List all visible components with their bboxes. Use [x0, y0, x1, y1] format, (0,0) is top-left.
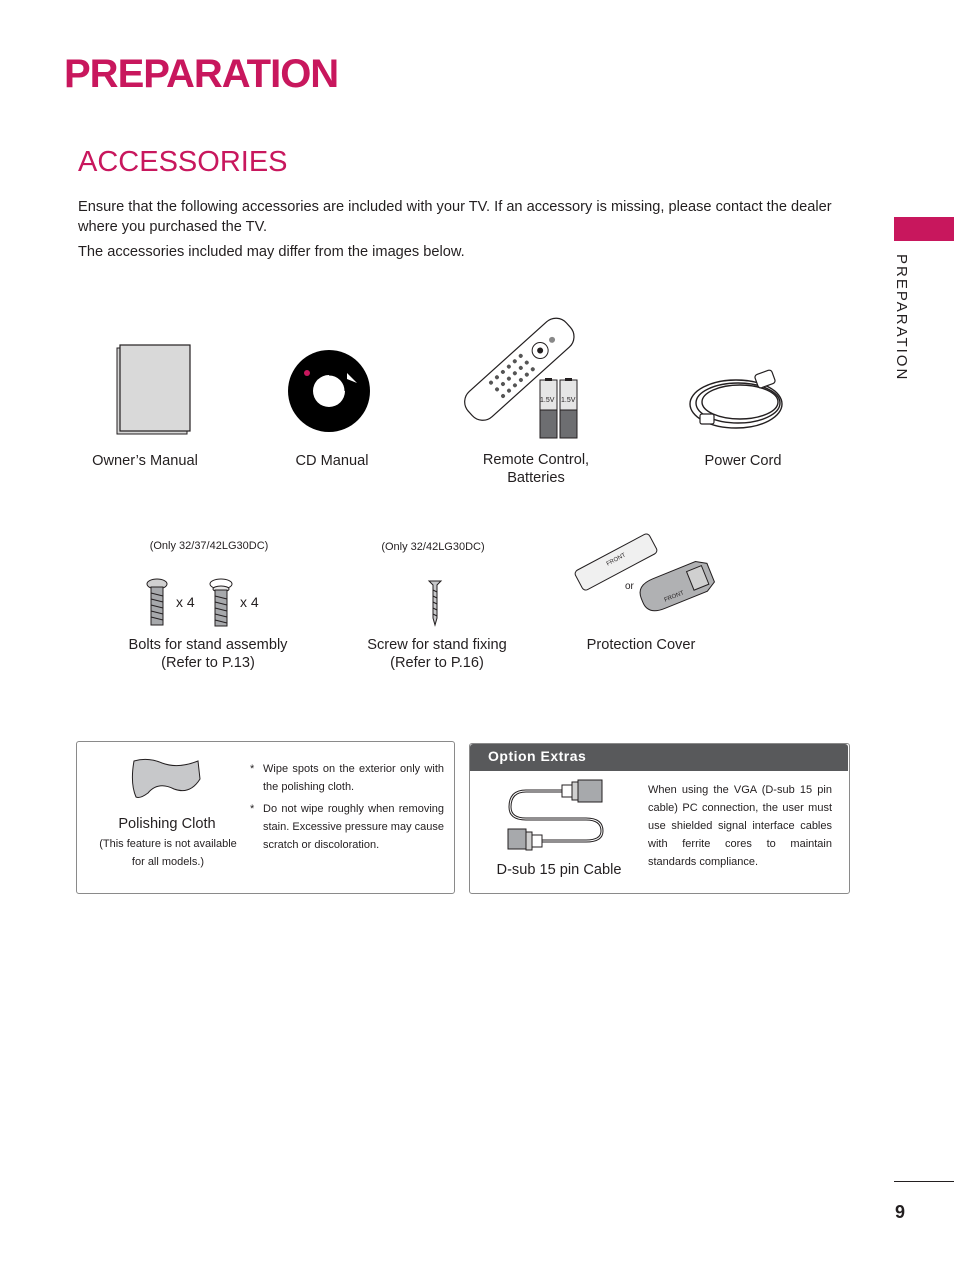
- bolts-model-note: (Only 32/37/42LG30DC): [149, 540, 269, 552]
- bolts-count-a: x 4: [176, 594, 195, 610]
- page-number-rule: [894, 1181, 954, 1182]
- screw-model-note: (Only 32/42LG30DC): [381, 541, 485, 553]
- intro-paragraph-2: The accessories included may differ from the images below.: [78, 244, 465, 260]
- protection-cover-label: Protection Cover: [586, 637, 696, 653]
- screw-reference: (Refer to P.16): [390, 655, 484, 671]
- owners-manual-icon: [116, 344, 192, 436]
- polishing-cloth-instructions: [250, 760, 444, 858]
- bolt-icon-a: [145, 578, 169, 628]
- bolt-icon-b: [207, 578, 235, 628]
- side-tab-label: PREPARATION: [893, 254, 910, 382]
- polishing-cloth-note-1: (This feature is not available: [99, 838, 237, 850]
- bullet-asterisk: *: [250, 763, 255, 775]
- bullet-asterisk: *: [250, 803, 255, 815]
- owners-manual-label: Owner’s Manual: [92, 453, 198, 469]
- instruction-item: [250, 760, 444, 796]
- battery-label-left: 1.5V: [540, 397, 555, 404]
- intro-paragraph-1: Ensure that the following accessories are included with your TV. If an accessory is missing, please contact the dealer where you purchased the TV.: [78, 199, 832, 235]
- section-title: ACCESSORIES: [78, 146, 288, 178]
- power-cord-icon: [686, 370, 792, 432]
- remote-control-label: Remote Control,: [482, 452, 590, 468]
- page-title: PREPARATION: [64, 52, 339, 96]
- instruction-text: Wipe spots on the exterior only with the polishing cloth.: [263, 763, 444, 793]
- power-cord-label: Power Cord: [704, 453, 782, 469]
- instruction-text: Do not wipe roughly when removing stain. Excessive pressure may cause scratch or discoloration.: [263, 803, 444, 851]
- cover-or-label: or: [625, 581, 634, 592]
- screw-icon: [428, 580, 442, 626]
- polishing-cloth-note-2: for all models.): [131, 856, 205, 868]
- option-extras-title: Option Extras: [488, 748, 587, 764]
- polishing-cloth-icon: [128, 757, 204, 799]
- page-number: 9: [895, 1202, 906, 1222]
- screw-label: Screw for stand fixing: [367, 637, 507, 653]
- battery-label-right: 1.5V: [561, 397, 576, 404]
- cd-disc-icon: [287, 349, 371, 433]
- cover-front-text-a: FRONT: [605, 552, 627, 568]
- vga-compliance-note: When using the VGA (D-sub 15 pin cable) PC connection, the user must use shielded signal interface cables with ferrite cores to maintain standards compliance.: [648, 784, 832, 868]
- polishing-cloth-label: Polishing Cloth: [118, 816, 216, 832]
- cd-manual-label: CD Manual: [295, 453, 369, 469]
- dsub-cable-label: D-sub 15 pin Cable: [496, 862, 622, 878]
- bolts-reference: (Refer to P.13): [161, 655, 255, 671]
- batteries-label: Batteries: [507, 470, 565, 486]
- side-tab-marker: [894, 217, 954, 241]
- cover-front-text-b: FRONT: [663, 590, 686, 604]
- bolts-count-b: x 4: [240, 594, 259, 610]
- instruction-item: [250, 800, 444, 854]
- dsub-cable-icon: [506, 779, 606, 849]
- bolts-label: Bolts for stand assembly: [128, 637, 288, 653]
- batteries-icon: [538, 378, 580, 438]
